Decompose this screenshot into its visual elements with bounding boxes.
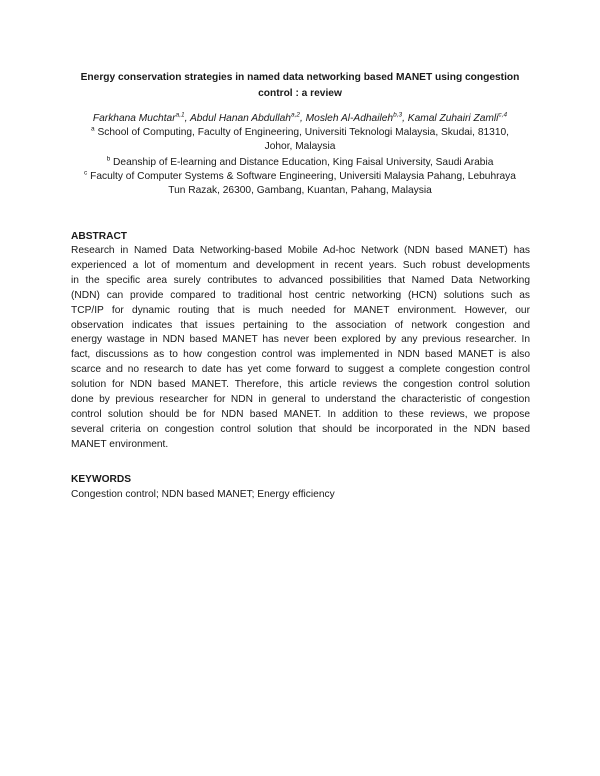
abstract-line: several criteria on congestion control solution that should be incorporated in the NDN based [71,423,530,435]
abstract-line: TCP/IP for dynamic routing that is much needed for MANET environment. However, our [71,304,530,316]
abstract-line: done by previous researcher for NDN in general to understand the characteristic of congestion [71,394,530,406]
affiliation-c [70,170,530,198]
abstract-line: experienced a lot of momentum and development in recent years. Such robust developments [71,259,530,271]
affiliation-text: Tun Razak, 26300, Gambang, Kuantan, Pahang, Malaysia [168,185,432,196]
affiliation-marker: a [91,125,95,133]
abstract-line: fact, discussions as to how congestion control was implemented in NDN based MANET is also [71,349,530,361]
abstract-line: MANET environment. [71,438,169,450]
paper-title-line-2: control : a review [258,88,342,99]
affiliation-text: Deanship of E-learning and Distance Education, King Faisal University, Saudi Arabia [113,157,494,168]
author-list: Farkhana Muchtar$^{a,1}$, Abdul Hanan Abdullah$^{a,2}$, Mosleh Al-Adhaileh$^{b,3}$, Kamal Zuhairi Zamli$^{c,4}$ [92,111,508,124]
author-name: Kamal Zuhairi Zamli [407,113,499,124]
abstract-line: (NDN) can provide compared to traditional host centric networking (HCN) solutions such as [71,289,530,301]
author-name: Abdul Hanan Abdullah [189,113,291,124]
keywords-text: Congestion control; NDN based MANET; Energy efficiency [71,489,335,500]
paper-title [70,70,530,102]
abstract-line: energy wastage in NDN based MANET has never been explored by any previous researcher. In [71,334,530,346]
author-superscript: a,2 [290,111,300,119]
abstract-line: Research in Named Data Networking-based Mobile Ad-hoc Network (NDN based MANET) has [71,245,530,256]
affiliation-b [70,156,530,170]
abstract-line: in the specific area surely contributes to advanced possibilities that Named Data Networking [71,274,530,286]
author-name: Farkhana Muchtar [92,113,176,124]
author-superscript: c,4 [498,111,508,119]
abstract-line: observation indicates that issues pertaining to the association of network congestion and [71,319,530,331]
paper-title-line-1: Energy conservation strategies in named data networking based MANET using congestion [80,72,520,83]
author-superscript: a,1 [175,111,185,119]
affiliation-a [70,126,530,154]
affiliation-text: Faculty of Computer Systems & Software Engineering, Universiti Malaysia Pahang, Lebuhraya [90,171,516,182]
abstract-heading: ABSTRACT [71,231,128,242]
author-name: Mosleh Al-Adhaileh [305,113,394,124]
affiliation-text: Johor, Malaysia [264,141,336,152]
abstract-line: scarce and no research to date has yet come forward to suggest a complete congestion control [71,364,530,376]
affiliation-text: School of Computing, Faculty of Engineering, Universiti Teknologi Malaysia, Skudai, 81310, [97,127,509,138]
keywords-heading: KEYWORDS [71,474,131,485]
abstract-body [71,244,530,453]
abstract-line: control solution should be for NDN based MANET. In addition to these reviews, we propose [71,408,530,420]
affiliation-marker: b [106,155,111,163]
abstract-line: solution for NDN based MANET. Therefore, this article reviews the congestion control solution [71,379,530,391]
affiliation-marker: c [84,169,88,177]
author-superscript: b,3 [393,111,403,119]
